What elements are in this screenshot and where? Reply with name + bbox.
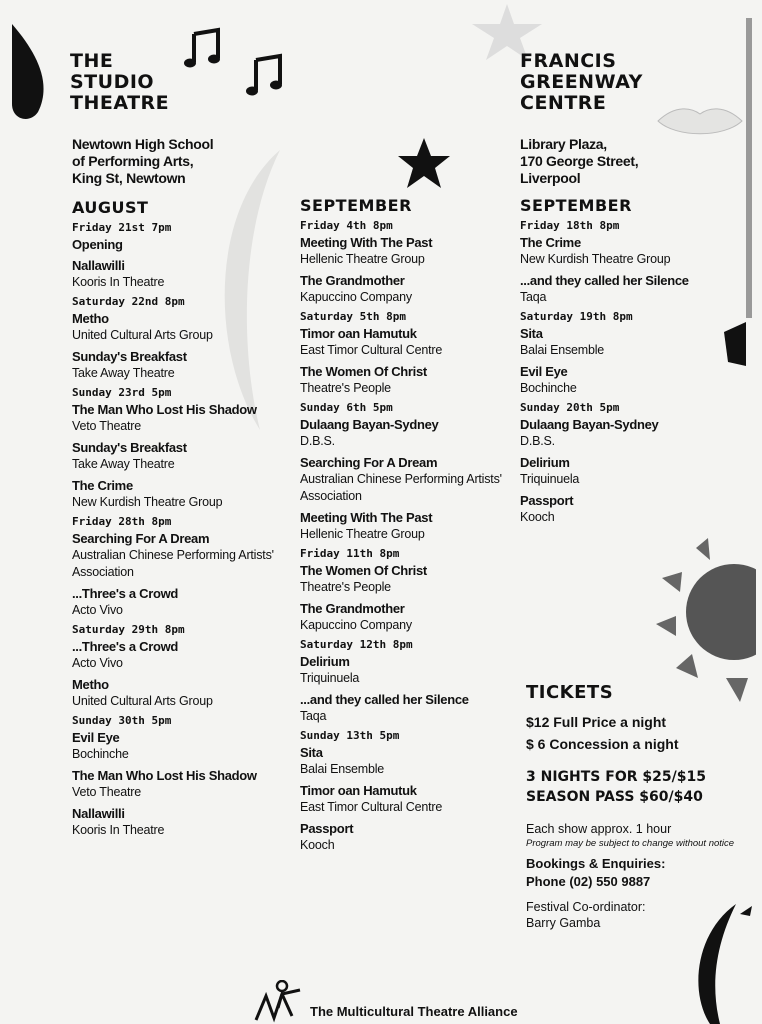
show-title: ...Three's a Crowd [72,586,179,601]
show-company: Triquinuela [520,472,580,486]
show-title: Meeting With The Past [300,510,433,525]
show-entry [72,767,292,801]
performance-date: Friday 21st 7pm [72,221,172,234]
right-venue-address-line: Liverpool [520,170,581,186]
show-title: Timor oan Hamutuk [300,783,417,798]
show-entry [72,638,292,672]
show-title: Metho [72,311,109,326]
show-entry [520,272,740,306]
show-company: United Cultural Arts Group [72,694,213,708]
show-company: Hellenic Theatre Group [300,527,425,541]
month-heading: SEPTEMBER [520,196,632,215]
show-title: Evil Eye [72,730,120,745]
show-title: Meeting With The Past [300,235,433,250]
show-title: Evil Eye [520,364,568,379]
right-edge-bar-icon [742,18,756,318]
left-venue-address-line: Newtown High School [72,136,214,152]
performance-date: Friday 28th 8pm [72,515,172,528]
show-title: Opening [72,237,123,252]
month-heading: AUGUST [72,198,149,217]
left-venue-address-line: King St, Newtown [72,170,186,186]
show-company: New Kurdish Theatre Group [520,252,671,266]
show-title: Passport [300,821,354,836]
show-title: The Man Who Lost His Shadow [72,402,257,417]
music-note-icon [184,26,226,70]
show-title: Delirium [300,654,350,669]
show-entry [300,653,520,687]
show-company: Kooris In Theatre [72,275,165,289]
september-early-program-column [300,197,520,854]
show-entry [72,257,292,291]
bookings-phone: Phone (02) 550 9887 [526,874,651,889]
show-company: Triquinuela [300,671,360,685]
show-entry [520,492,740,526]
show-company: Take Away Theatre [72,457,175,471]
lips-icon [656,104,744,138]
right-venue-address-line: 170 George Street, [520,153,639,169]
show-title: Nallawilli [72,806,125,821]
bookings-label: Bookings & Enquiries: [526,856,666,871]
show-title: The Man Who Lost His Shadow [72,768,257,783]
right-venue-title-line: GREENWAY [520,71,643,93]
show-entry [520,234,740,268]
show-title: Sunday's Breakfast [72,349,187,364]
performance-date: Saturday 29th 8pm [72,623,185,636]
show-company: United Cultural Arts Group [72,328,213,342]
coordinator-name: Barry Gamba [526,916,601,930]
right-venue-title-line: CENTRE [520,92,607,114]
show-company: Veto Theatre [72,419,141,433]
left-venue-title-line: THEATRE [70,92,170,114]
show-entry [300,820,520,854]
coordinator-label: Festival Co-ordinator: [526,900,646,914]
footer [252,980,518,1024]
music-note-icon [246,50,288,98]
show-title: Sita [300,745,323,760]
show-title: Sunday's Breakfast [72,440,187,455]
show-entry [300,234,520,268]
performance-date: Saturday 5th 8pm [300,310,406,323]
performance-date: Sunday 13th 5pm [300,729,400,742]
show-company: Australian Chinese Performing Artists' Association [300,472,502,503]
show-title: The Women Of Christ [300,563,427,578]
show-entry [300,363,520,397]
show-company: Kooch [300,838,335,852]
show-entry [300,272,520,306]
september-late-program-column [520,197,740,526]
performance-date: Sunday 20th 5pm [520,401,620,414]
tickets-panel [526,682,754,931]
show-title: The Grandmother [300,273,405,288]
show-title: Sita [520,326,543,341]
left-venue-address [72,136,213,187]
show-company: Australian Chinese Performing Artists' Association [72,548,274,579]
show-entry [300,562,520,596]
show-company: Acto Vivo [72,656,123,670]
show-entry [300,509,520,543]
show-entry [72,236,292,253]
performance-date: Sunday 6th 5pm [300,401,393,414]
left-venue-title-line: THE [70,50,114,72]
three-nights-offer: 3 NIGHTS FOR $25/$15 [526,769,706,785]
full-price: $12 Full Price a night [526,714,667,730]
show-company: Kapuccino Company [300,290,412,304]
show-title: Dulaang Bayan-Sydney [520,417,659,432]
show-title: ...and they called her Silence [520,273,689,288]
show-entry [72,310,292,344]
season-pass-offer: SEASON PASS $60/$40 [526,789,703,805]
show-company: Acto Vivo [72,603,123,617]
show-company: Kapuccino Company [300,618,412,632]
show-company: D.B.S. [300,434,335,448]
show-entry [520,325,740,359]
show-entry [300,416,520,450]
show-company: Taqa [520,290,547,304]
performance-date: Saturday 19th 8pm [520,310,633,323]
show-title: Metho [72,677,109,692]
show-entry [72,729,292,763]
show-entry [72,805,292,839]
show-company: Balai Ensemble [300,762,385,776]
show-title: ...Three's a Crowd [72,639,179,654]
left-venue-address-line: of Performing Arts, [72,153,194,169]
show-entry [72,348,292,382]
show-entry [300,782,520,816]
show-entry [300,691,520,725]
show-title: Searching For A Dream [300,455,438,470]
performance-date: Sunday 30th 5pm [72,714,172,727]
left-venue-title [70,51,169,114]
show-duration: Each show approx. 1 hour [526,822,672,836]
show-entry [300,600,520,634]
show-entry [300,744,520,778]
performance-date: Saturday 12th 8pm [300,638,413,651]
show-company: Bochinche [72,747,129,761]
right-venue-address [520,136,638,187]
show-company: Kooch [520,510,555,524]
show-entry [72,477,292,511]
show-title: Nallawilli [72,258,125,273]
program-disclaimer: Program may be subject to change without notice [526,838,735,849]
show-company: Kooris In Theatre [72,823,165,837]
left-black-drop-icon [8,24,48,124]
performance-date: Friday 4th 8pm [300,219,393,232]
show-entry [72,439,292,473]
show-company: Veto Theatre [72,785,141,799]
show-entry [72,585,292,619]
august-program-column [72,199,292,839]
show-title: Delirium [520,455,570,470]
show-company: Balai Ensemble [520,343,605,357]
performance-date: Sunday 23rd 5pm [72,386,172,399]
show-entry [300,454,520,505]
show-title: Dulaang Bayan-Sydney [300,417,439,432]
concession-price: $ 6 Concession a night [526,736,679,752]
show-company: Taqa [300,709,327,723]
right-venue-title [520,51,643,114]
show-entry [520,454,740,488]
footer-organisation: The Multicultural Theatre Alliance [310,1003,518,1019]
tickets-heading: TICKETS [526,682,614,703]
dancer-logo-icon [252,980,304,1024]
left-venue-title-line: STUDIO [70,71,155,93]
show-company: East Timor Cultural Centre [300,800,443,814]
show-entry [520,416,740,450]
right-venue-address-line: Library Plaza, [520,136,607,152]
show-title: Timor oan Hamutuk [300,326,417,341]
show-company: D.B.S. [520,434,555,448]
performance-date: Friday 18th 8pm [520,219,620,232]
show-company: Take Away Theatre [72,366,175,380]
show-entry [300,325,520,359]
star-icon [396,136,452,190]
show-entry [72,530,292,581]
show-company: Theatre's People [300,580,391,594]
performance-date: Saturday 22nd 8pm [72,295,185,308]
show-title: Searching For A Dream [72,531,210,546]
show-company: Theatre's People [300,381,391,395]
show-title: ...and they called her Silence [300,692,469,707]
show-entry [72,401,292,435]
show-title: Passport [520,493,574,508]
show-title: The Women Of Christ [300,364,427,379]
show-company: Hellenic Theatre Group [300,252,425,266]
show-company: East Timor Cultural Centre [300,343,443,357]
performance-date: Friday 11th 8pm [300,547,400,560]
show-title: The Crime [72,478,133,493]
sun-icon [652,528,756,708]
month-heading: SEPTEMBER [300,196,412,215]
show-company: Bochinche [520,381,577,395]
show-entry [72,676,292,710]
show-title: The Crime [520,235,581,250]
show-entry [520,363,740,397]
right-venue-title-line: FRANCIS [520,50,617,72]
show-title: The Grandmother [300,601,405,616]
show-company: New Kurdish Theatre Group [72,495,223,509]
